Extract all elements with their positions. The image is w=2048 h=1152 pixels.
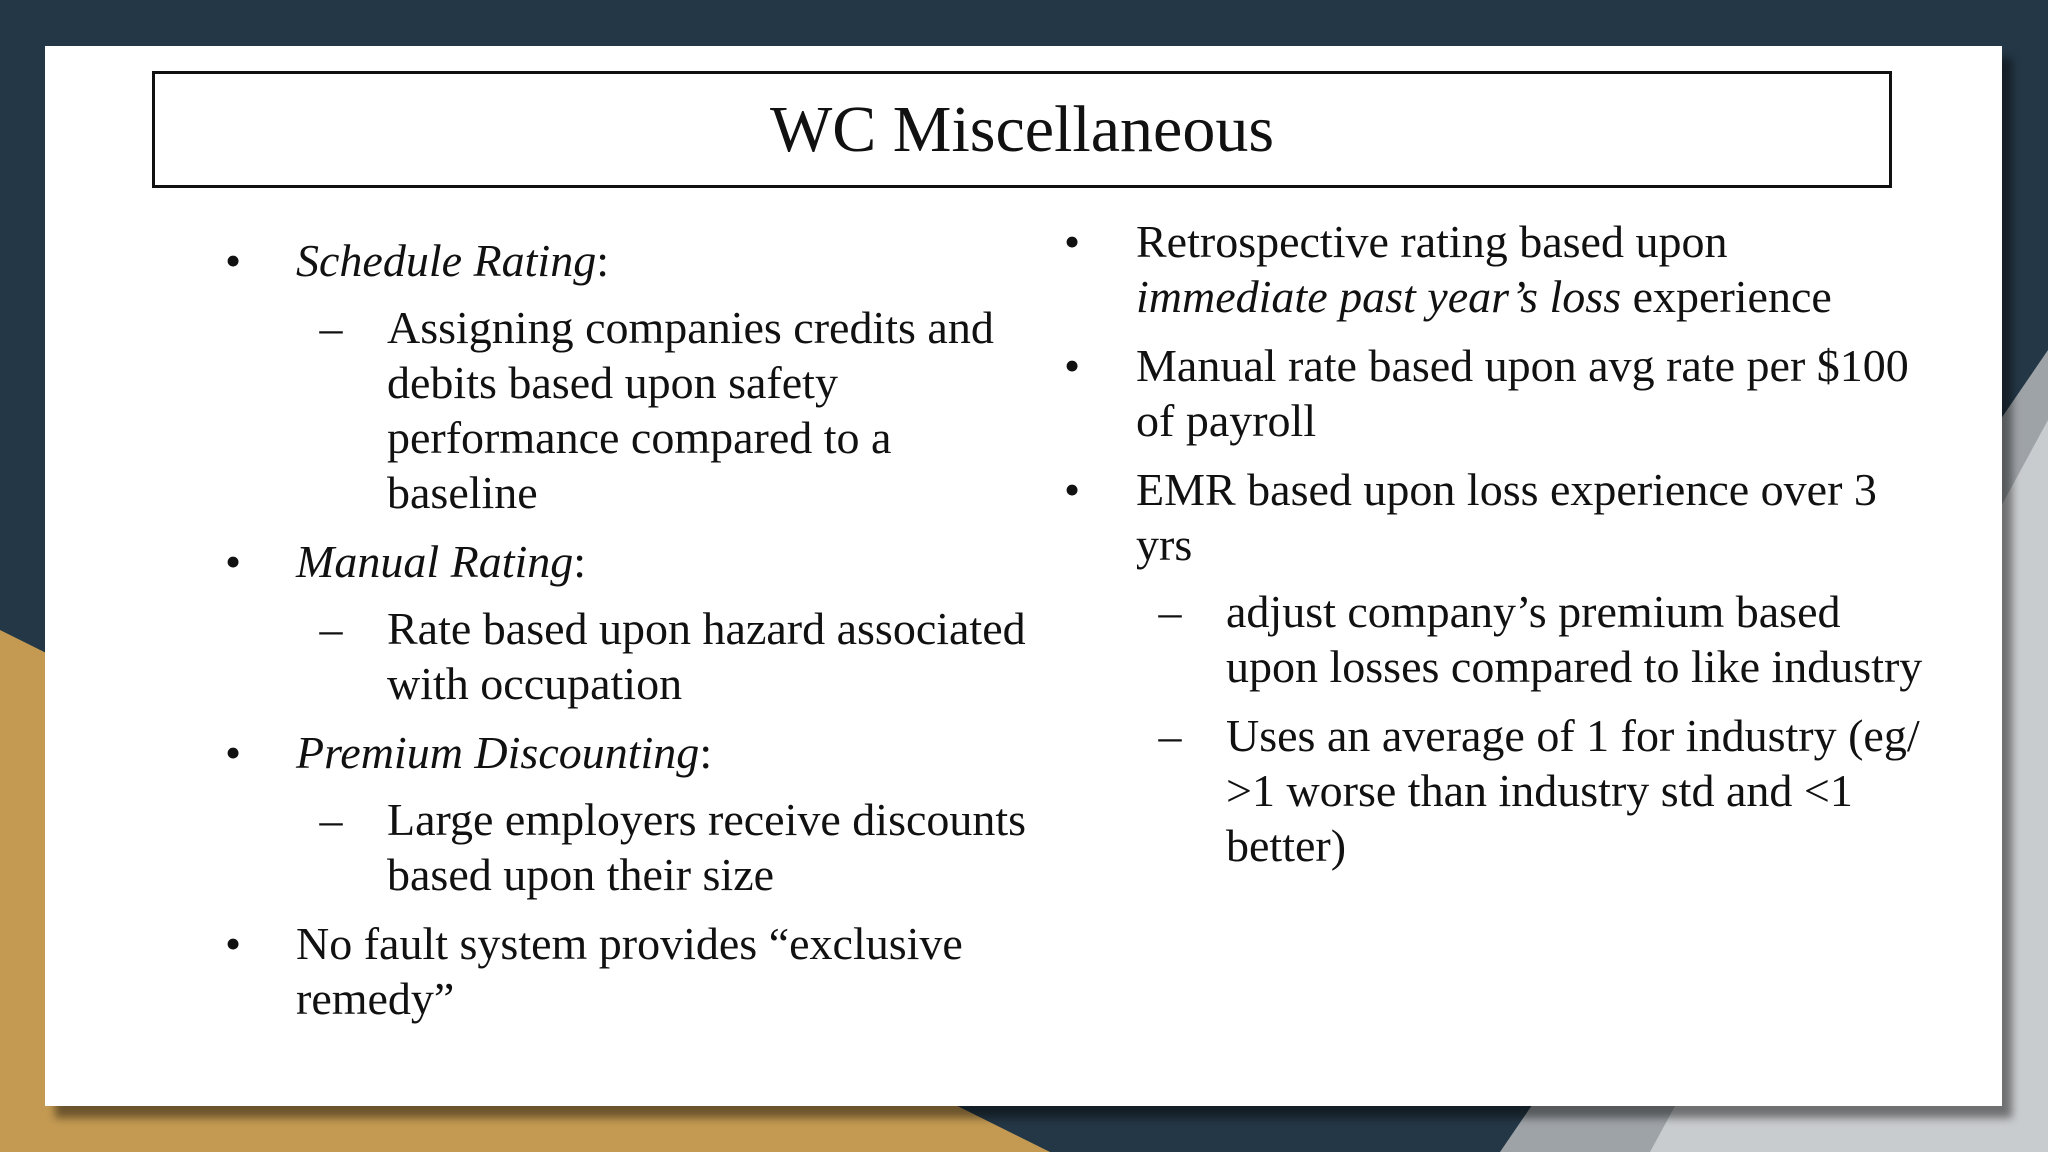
bullet-glyph: • bbox=[224, 918, 242, 969]
left-column bbox=[191, 233, 1051, 1040]
slide-canvas bbox=[45, 46, 2002, 1106]
bullet-glyph: • bbox=[1063, 216, 1081, 267]
bullet-retrospective bbox=[1030, 214, 1930, 324]
dash-glyph: – bbox=[1158, 586, 1182, 637]
bullet-schedule-rating bbox=[191, 233, 1051, 520]
schedule-rating-label: Schedule Rating bbox=[296, 235, 597, 286]
sub-premium-discounting bbox=[191, 792, 1051, 902]
schedule-rating-text: Assigning companies credits and debits based upon safety performance compared to a baseline bbox=[387, 302, 994, 518]
premium-discounting-label: Premium Discounting bbox=[296, 727, 700, 778]
sub-emr-adjust bbox=[1030, 584, 1930, 694]
bullet-manual-rate bbox=[1030, 338, 1930, 448]
bullet-emr bbox=[1030, 462, 1930, 873]
premium-discounting-text: Large employers receive discounts based upon their size bbox=[387, 794, 1027, 900]
emr-text: EMR based upon loss experience over 3 yrs bbox=[1136, 464, 1877, 570]
bullet-manual-rating bbox=[191, 534, 1051, 711]
right-column bbox=[1030, 214, 1930, 887]
bullet-glyph: • bbox=[1063, 464, 1081, 515]
bullet-premium-discounting bbox=[191, 725, 1051, 902]
bullet-glyph: • bbox=[224, 727, 242, 778]
sub-schedule-rating bbox=[191, 300, 1051, 520]
retrospective-prefix: Retrospective rating based upon bbox=[1136, 216, 1728, 267]
manual-rating-label: Manual Rating bbox=[296, 536, 574, 587]
dash-glyph: – bbox=[319, 302, 343, 353]
emr-average-text: Uses an average of 1 for industry (eg/ >1 worse than industry std and <1 better) bbox=[1226, 710, 1920, 871]
emr-adjust-text: adjust company’s premium based upon losses compared to like industry bbox=[1226, 586, 1923, 692]
no-fault-text: No fault system provides “exclusive remedy” bbox=[296, 918, 963, 1024]
bullet-glyph: • bbox=[1063, 340, 1081, 391]
retrospective-italic: immediate past year’s loss bbox=[1136, 271, 1622, 322]
manual-rating-colon: : bbox=[573, 536, 587, 587]
premium-discounting-colon: : bbox=[699, 727, 713, 778]
dash-glyph: – bbox=[1158, 710, 1182, 761]
manual-rating-text: Rate based upon hazard associated with occupation bbox=[387, 603, 1026, 709]
sub-manual-rating bbox=[191, 601, 1051, 711]
sub-emr-average bbox=[1030, 708, 1930, 873]
bullet-glyph: • bbox=[224, 235, 242, 286]
dash-glyph: – bbox=[319, 794, 343, 845]
slide-title: WC Miscellaneous bbox=[769, 92, 1275, 166]
bullet-no-fault bbox=[191, 916, 1051, 1026]
dash-glyph: – bbox=[319, 603, 343, 654]
schedule-rating-colon: : bbox=[596, 235, 609, 286]
bullet-glyph: • bbox=[224, 536, 242, 587]
manual-rate-text: Manual rate based upon avg rate per $100 of payroll bbox=[1136, 340, 1909, 446]
retrospective-suffix: experience bbox=[1621, 271, 1832, 322]
title-box bbox=[152, 71, 1892, 188]
